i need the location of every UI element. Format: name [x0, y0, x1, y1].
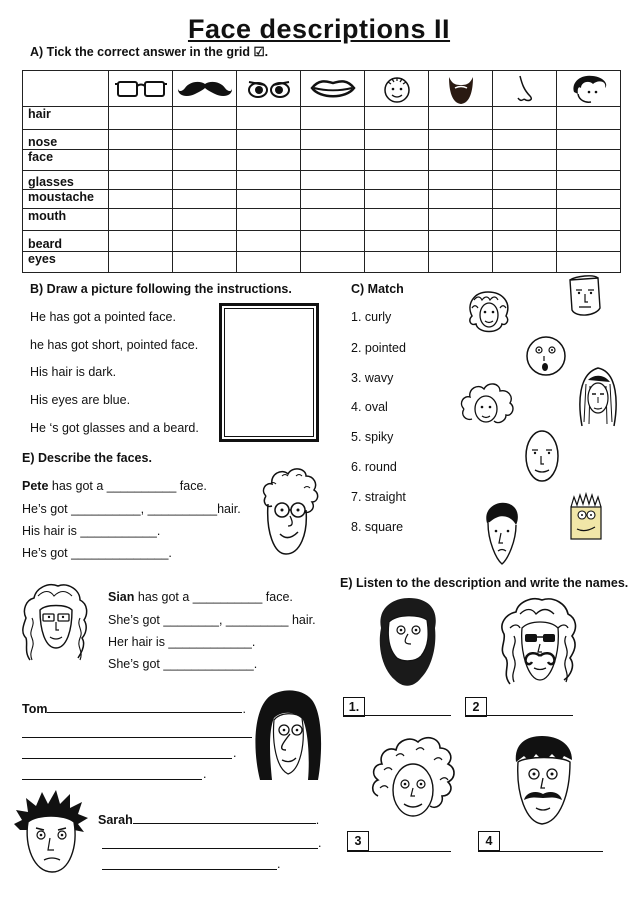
grid-cell[interactable]: [109, 252, 173, 273]
grid-cell[interactable]: [429, 150, 493, 171]
grid-cell[interactable]: [173, 150, 237, 171]
pete-line-2: He’s got __________, __________hair.: [22, 502, 241, 516]
pete-line-3: His hair is ___________.: [22, 524, 161, 538]
tom-face-picture: [252, 688, 324, 784]
grid-header-hair: [557, 71, 621, 107]
tom-answer-line-3[interactable]: [22, 758, 232, 759]
hair-icon: [569, 74, 609, 104]
grid-cell[interactable]: [173, 190, 237, 209]
grid-cell[interactable]: [237, 231, 301, 252]
drawing-box[interactable]: [219, 303, 319, 442]
sarah-name: Sarah: [98, 813, 133, 827]
beard-icon: [446, 73, 476, 105]
grid-header-nose: [493, 71, 557, 107]
grid-cell[interactable]: [493, 107, 557, 130]
sian-line-2: She’s got ________, _________ hair.: [108, 613, 316, 627]
grid-header-glasses: [109, 71, 173, 107]
square-face-picture: [566, 274, 604, 320]
face-icon: [382, 74, 412, 104]
tom-answer-line[interactable]: [47, 700, 242, 713]
grid-cell[interactable]: [173, 130, 237, 150]
grid-cell[interactable]: [237, 190, 301, 209]
grid-cell[interactable]: [557, 107, 621, 130]
curly-hair-face-picture: [466, 290, 512, 340]
label-2: 2: [465, 697, 487, 717]
pete-name: Pete: [22, 479, 49, 493]
grid-cell[interactable]: [557, 190, 621, 209]
grid-corner: [23, 71, 109, 107]
grid-cell[interactable]: [557, 252, 621, 273]
grid-cell[interactable]: [557, 231, 621, 252]
grid-cell[interactable]: [493, 190, 557, 209]
straight-hair-face-picture: [576, 364, 620, 430]
grid-cell[interactable]: [237, 150, 301, 171]
grid-cell[interactable]: [429, 130, 493, 150]
grid-cell[interactable]: [557, 171, 621, 190]
sian-line-4: She’s got _____________.: [108, 657, 258, 671]
grid-row-label: hair: [23, 107, 109, 130]
match-item: 8. square: [351, 520, 404, 534]
grid-header-face: [365, 71, 429, 107]
answer-2[interactable]: [465, 697, 573, 716]
sian-line-3: Her hair is ____________.: [108, 635, 256, 649]
grid-cell[interactable]: [173, 231, 237, 252]
grid-cell[interactable]: [365, 171, 429, 190]
grid-row-label: beard: [23, 231, 109, 252]
eyes-icon: [247, 78, 291, 100]
grid-cell[interactable]: [109, 130, 173, 150]
grid-cell[interactable]: [301, 171, 365, 190]
grid-cell[interactable]: [301, 150, 365, 171]
grid-cell[interactable]: [109, 171, 173, 190]
grid-cell[interactable]: [493, 150, 557, 171]
section-describe-heading: E) Describe the faces.: [22, 451, 152, 465]
grid-header-moustache: [173, 71, 237, 107]
grid-cell[interactable]: [301, 130, 365, 150]
grid-cell[interactable]: [301, 231, 365, 252]
tom-line-4-end: .: [203, 767, 207, 781]
grid-cell[interactable]: [109, 107, 173, 130]
tom-line-end: .: [242, 702, 246, 716]
grid-cell[interactable]: [493, 209, 557, 231]
tom-answer-line-2[interactable]: [22, 737, 252, 738]
tom-name: Tom: [22, 702, 48, 716]
pete-face-picture: [256, 462, 322, 558]
sian-line-1-text: has got a __________ face.: [134, 590, 293, 604]
grid-header-beard: [429, 71, 493, 107]
pointed-face-picture: [484, 501, 520, 567]
grid-cell[interactable]: [237, 130, 301, 150]
grid-cell[interactable]: [493, 252, 557, 273]
grid-cell[interactable]: [109, 231, 173, 252]
grid-cell[interactable]: [493, 171, 557, 190]
sian-line-1: [108, 590, 293, 604]
match-item: 5. spiky: [351, 430, 394, 444]
grid-cell[interactable]: [301, 107, 365, 130]
grid-cell[interactable]: [429, 107, 493, 130]
grid-cell[interactable]: [109, 190, 173, 209]
spiky-hair-face-picture: [567, 493, 605, 543]
grid-cell[interactable]: [429, 231, 493, 252]
listen-face-4-picture: [512, 734, 576, 830]
grid-header-eyes: [237, 71, 301, 107]
grid-cell[interactable]: [173, 171, 237, 190]
grid-cell[interactable]: [365, 107, 429, 130]
pete-line-1: [22, 479, 207, 493]
grid-cell[interactable]: [237, 171, 301, 190]
grid-cell[interactable]: [173, 107, 237, 130]
match-item: 1. curly: [351, 310, 392, 324]
grid-cell[interactable]: [173, 209, 237, 231]
sarah-line-end: .: [315, 813, 320, 827]
match-item: 2. pointed: [351, 341, 406, 355]
grid-cell[interactable]: [493, 130, 557, 150]
tom-line-3-end: .: [233, 746, 237, 760]
sarah-line-3-end: .: [277, 857, 281, 871]
mouth-icon: [310, 77, 356, 101]
grid-cell[interactable]: [365, 190, 429, 209]
grid-cell[interactable]: [173, 252, 237, 273]
grid-cell[interactable]: [557, 150, 621, 171]
label-4: 4: [478, 831, 500, 851]
label-3: 3: [347, 831, 369, 851]
sian-name: Sian: [108, 590, 135, 604]
pete-line-1-text: has got a __________ face.: [48, 479, 207, 493]
listen-face-2-picture: [500, 598, 580, 692]
section-c-heading: C) Match: [351, 282, 404, 296]
sarah-line-2-end: .: [318, 836, 322, 850]
sarah-line-1: [98, 811, 319, 827]
label-1: 1.: [343, 697, 365, 717]
answer-4[interactable]: [478, 831, 603, 852]
grid-cell[interactable]: [365, 231, 429, 252]
section-a-instruction: A) Tick the correct answer in the grid ☑.: [30, 45, 269, 59]
grid-cell[interactable]: [429, 190, 493, 209]
oval-face-picture: [523, 428, 561, 484]
instruction-line: He has got a pointed face.: [30, 310, 176, 324]
match-item: 6. round: [351, 460, 397, 474]
listen-face-1-picture: [373, 598, 443, 690]
round-face-picture: [524, 334, 568, 380]
grid-header-mouth: [301, 71, 365, 107]
grid-cell[interactable]: [429, 171, 493, 190]
grid-cell[interactable]: [301, 190, 365, 209]
answer-3[interactable]: [347, 831, 451, 852]
answer-1[interactable]: [343, 697, 451, 716]
sarah-answer-line-2[interactable]: [102, 848, 318, 849]
grid-cell[interactable]: [429, 209, 493, 231]
grid-cell[interactable]: [109, 150, 173, 171]
grid-cell[interactable]: [557, 130, 621, 150]
section-b-heading: B) Draw a picture following the instructions.: [30, 282, 292, 296]
sarah-face-picture: [14, 790, 88, 876]
grid-cell[interactable]: [301, 209, 365, 231]
page-title: Face descriptions II: [187, 14, 451, 44]
sarah-answer-line-3[interactable]: [102, 869, 277, 870]
grid-row-label: mouth: [23, 209, 109, 231]
nose-icon: [510, 74, 540, 104]
grid-row-label: moustache: [23, 190, 109, 209]
sian-face-picture: [20, 576, 92, 668]
instruction-line: He ‘s got glasses and a beard.: [30, 421, 199, 435]
grid-row-label: glasses: [23, 171, 109, 190]
instruction-line: His eyes are blue.: [30, 393, 131, 407]
grid-cell[interactable]: [237, 209, 301, 231]
grid-row-label: nose: [23, 130, 109, 150]
grid-row-label: eyes: [23, 252, 109, 273]
tom-line-1: [22, 700, 246, 716]
grid-cell[interactable]: [557, 209, 621, 231]
instruction-line: His hair is dark.: [30, 365, 117, 379]
grid-cell[interactable]: [365, 150, 429, 171]
wavy-hair-face-picture: [458, 381, 514, 431]
sarah-answer-line[interactable]: [133, 811, 316, 824]
grid-cell[interactable]: [237, 252, 301, 273]
match-item: 7. straight: [351, 490, 406, 504]
grid-cell[interactable]: [237, 107, 301, 130]
pete-line-4: He’s got ______________.: [22, 546, 172, 560]
grid-cell[interactable]: [429, 252, 493, 273]
listen-face-3-picture: [370, 736, 456, 826]
grid-cell[interactable]: [365, 252, 429, 273]
grid-cell[interactable]: [365, 209, 429, 231]
glasses-icon: [115, 78, 167, 100]
match-item: 3. wavy: [351, 371, 394, 385]
tom-answer-line-4[interactable]: [22, 779, 202, 780]
tick-grid: [22, 70, 621, 273]
moustache-icon: [177, 78, 233, 100]
section-e-heading: E) Listen to the description and write the names.: [340, 576, 629, 590]
grid-cell[interactable]: [365, 130, 429, 150]
grid-cell[interactable]: [109, 209, 173, 231]
grid-cell[interactable]: [301, 252, 365, 273]
instruction-line: he has got short, pointed face.: [30, 338, 199, 352]
grid-row-label: face: [23, 150, 109, 171]
match-item: 4. oval: [351, 400, 388, 414]
grid-cell[interactable]: [493, 231, 557, 252]
